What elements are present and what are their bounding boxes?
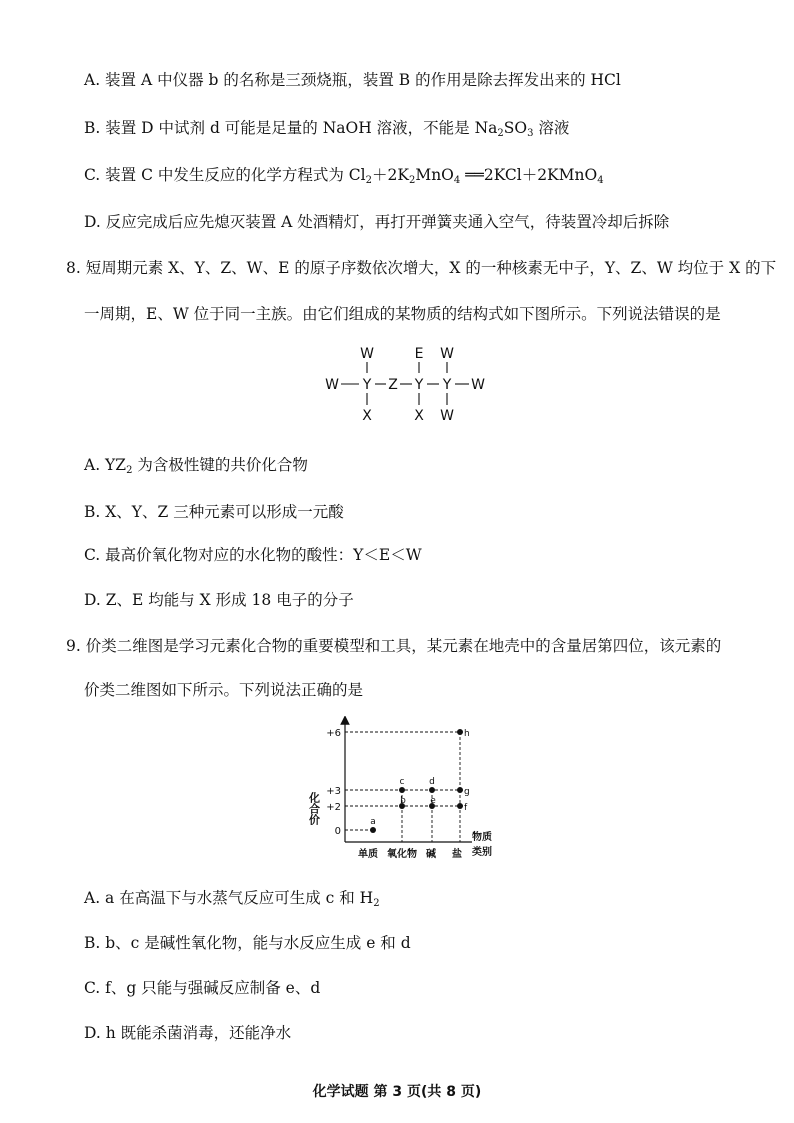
- data-point-label: a: [370, 817, 376, 827]
- y-tick-label: +6: [326, 728, 341, 739]
- q7-option-d: D. 反应完成后应先熄灭装置 A 处酒精灯，再打开弹簧夹通入空气，待装置冷却后拆除: [84, 213, 670, 231]
- guide-lines: [345, 732, 466, 842]
- atom-bot1: X: [362, 408, 372, 424]
- data-point-c: [399, 787, 405, 793]
- atom-top3: W: [440, 346, 454, 362]
- q7-option-c-text: ══2KCl＋2KMnO: [460, 166, 598, 184]
- y-tick-label: +3: [326, 786, 341, 797]
- data-point-a: [370, 827, 376, 833]
- q9-option-c: C. f、g 只能与强碱反应制备 e、d: [84, 979, 321, 997]
- q9-option-b: B. b、c 是碱性氧化物，能与水反应生成 e 和 d: [84, 934, 411, 952]
- axes: [345, 720, 472, 842]
- data-point-label: c: [399, 777, 405, 787]
- valence-category-chart: [300, 716, 510, 864]
- atom-z: Z: [388, 377, 398, 393]
- q8-option-c: C. 最高价氧化物对应的水化物的酸性：Y＜E＜W: [84, 546, 422, 564]
- x-category-labels: [358, 847, 462, 860]
- page-footer: 化学试题 第 3 页(共 8 页): [312, 1084, 482, 1100]
- atom-y2: Y: [414, 377, 424, 393]
- atom-top1: W: [360, 346, 374, 362]
- y-tick-label: 0: [334, 826, 341, 837]
- q9-option-d: D. h 既能杀菌消毒，还能净水: [84, 1024, 292, 1042]
- q7-option-b: [84, 118, 569, 138]
- data-point-label: g: [464, 787, 470, 797]
- q9-option-a-text: A. a 在高温下与水蒸气反应可生成 c 和 H: [84, 889, 374, 907]
- structural-formula: [320, 340, 500, 430]
- atom-y3: Y: [442, 377, 452, 393]
- atom-y1: Y: [362, 377, 372, 393]
- x-category-label: 氧化物: [387, 849, 417, 860]
- q7-option-a: A. 装置 A 中仪器 b 的名称是三颈烧瓶，装置 B 的作用是除去挥发出来的 HCl: [84, 71, 621, 89]
- q8-option-a: [84, 455, 308, 475]
- atom-bot3: W: [440, 408, 454, 424]
- data-point-label: f: [464, 803, 468, 813]
- q8-option-a-text: 为含极性键的共价化合物: [132, 456, 308, 474]
- q7-option-c-text: C. 装置 C 中发生反应的化学方程式为 Cl: [84, 166, 366, 184]
- q8-stem-line1: 8. 短周期元素 X、Y、Z、W、E 的原子序数依次增大，X 的一种核素无中子，Y、Z、W 均位于 X 的下: [66, 259, 777, 277]
- subscript: 2: [373, 898, 380, 909]
- q7-option-b-text: 溶液: [533, 119, 570, 137]
- data-point-g: [457, 787, 463, 793]
- atom-right: W: [471, 377, 485, 393]
- x-axis-label-line2: 类别: [472, 847, 492, 858]
- atom-top2: E: [414, 346, 424, 362]
- q7-option-b-text: SO: [503, 119, 528, 137]
- q9-stem-line1: 9. 价类二维图是学习元素化合物的重要模型和工具，某元素在地壳中的含量居第四位，该元素的: [66, 637, 722, 655]
- q8-stem-line2: 一周期，E、W 位于同一主族。由它们组成的某物质的结构式如下图所示。下列说法错误的是: [84, 305, 721, 323]
- data-point-h: [457, 729, 463, 735]
- atom-left: W: [325, 377, 339, 393]
- data-point-label: h: [464, 729, 470, 739]
- q9-option-a: [84, 888, 380, 908]
- subscript: 2: [365, 175, 372, 186]
- subscript: 2: [408, 175, 416, 186]
- q9-stem-line2: 价类二维图如下所示。下列说法正确的是: [84, 681, 364, 699]
- subscript: 4: [453, 175, 461, 186]
- y-axis-label: 化合价: [307, 792, 321, 825]
- data-point-label: b: [400, 796, 406, 806]
- data-points: [370, 729, 470, 833]
- data-point-f: [457, 803, 463, 809]
- x-category-label: 碱: [426, 849, 436, 860]
- data-point-d: [429, 787, 435, 793]
- q8-option-d: D. Z、E 均能与 X 形成 18 电子的分子: [84, 591, 354, 609]
- q8-option-b: B. X、Y、Z 三种元素可以形成一元酸: [84, 503, 344, 521]
- subscript: 2: [126, 465, 133, 476]
- x-category-label: 盐: [452, 849, 462, 860]
- subscript: 3: [527, 128, 534, 139]
- subscript: 4: [597, 175, 604, 186]
- subscript: 2: [497, 128, 504, 139]
- atom-bot2: X: [414, 408, 424, 424]
- q7-option-b-text: B. 装置 D 中试剂 d 可能是足量的 NaOH 溶液，不能是 Na: [84, 119, 498, 137]
- x-axis-label-line1: 物质: [472, 832, 492, 843]
- data-point-label: d: [429, 777, 435, 787]
- x-category-label: 单质: [358, 849, 378, 860]
- q8-option-a-text: A. YZ: [84, 456, 127, 474]
- y-tick-label: +2: [326, 802, 341, 813]
- data-point-label: e: [430, 796, 436, 806]
- q7-option-c-text: ＋2K: [372, 166, 409, 184]
- q7-option-c: [84, 165, 604, 185]
- q7-option-c-text: MnO: [415, 166, 454, 184]
